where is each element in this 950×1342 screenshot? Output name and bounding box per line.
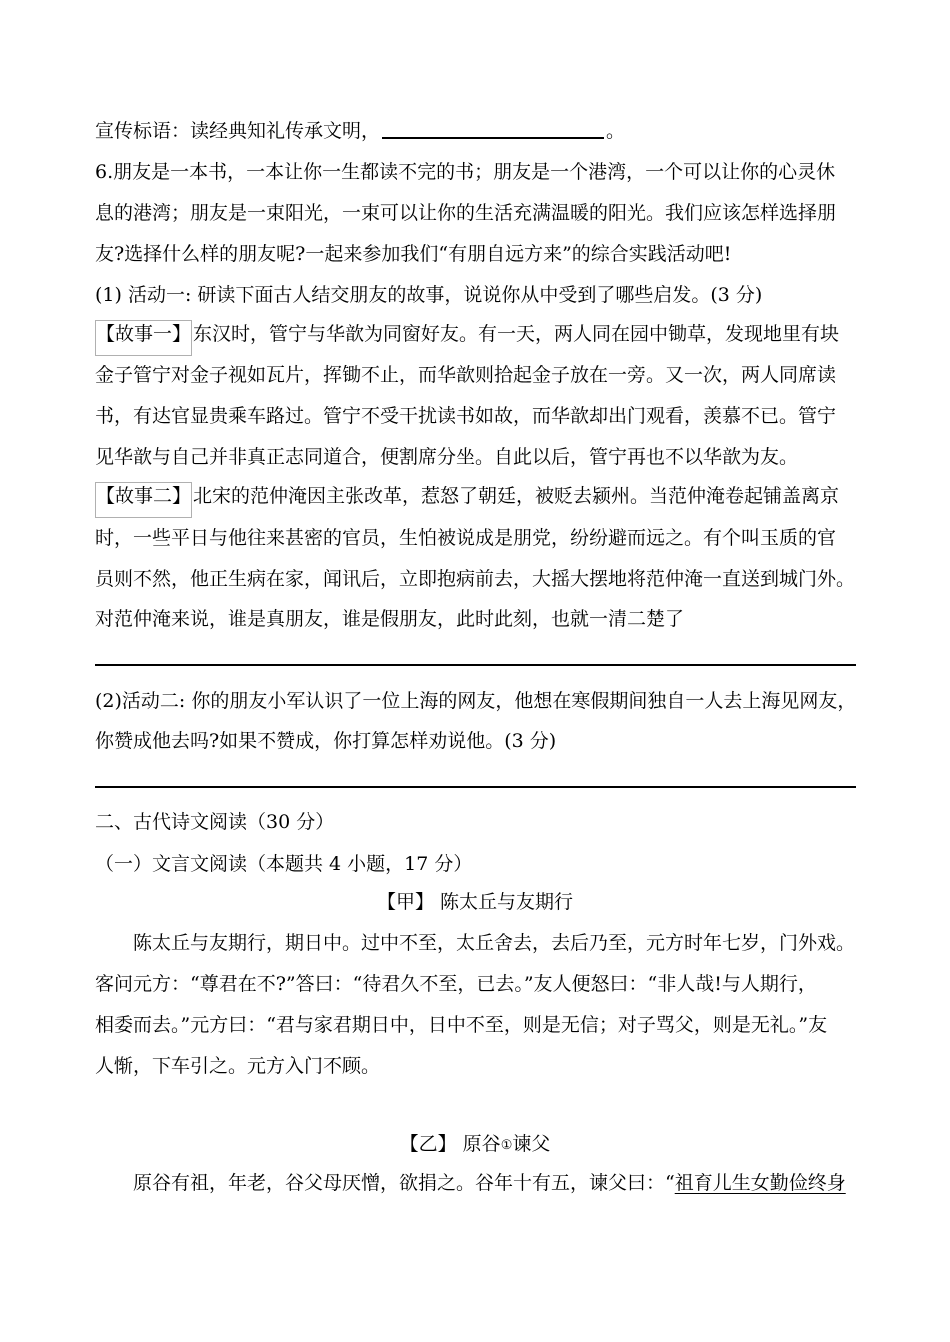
q6-intro-line-1: 6.朋友是一本书，一本让你一生都读不完的书；朋友是一个港湾，一个可以让你的心灵休: [95, 161, 836, 183]
textA-line: 相委而去。”元方曰：“君与家君期日中，日中不至，则是无信；对子骂父，则是无礼。”友: [95, 1014, 828, 1036]
activity2-answer-line[interactable]: [95, 786, 856, 788]
story1-first-line: [95, 320, 855, 356]
textB-line1-prefix: 原谷有祖，年老，谷父母厌憎，欲捐之。谷年十有五，谏父曰：“: [133, 1172, 675, 1194]
footnote-marker: ①: [500, 1138, 513, 1153]
q6-intro-line-3: 友?选择什么样的朋友呢?一起来参加我们“有朋自远方来”的综合实践活动吧!: [95, 243, 732, 265]
q6-intro-line-2: 息的港湾；朋友是一束阳光，一束可以让你的生活充满温暖的阳光。我们应该怎样选择朋: [95, 202, 837, 224]
textB-line-1: [133, 1170, 855, 1196]
slogan-line: [95, 118, 855, 144]
activity1-answer-line[interactable]: [95, 664, 856, 666]
textA-line: 客问元方：“尊君在不?”答曰：“待君久不至，已去。”友人便怒曰：“非人哉!与人期行，: [95, 973, 817, 995]
story1-line: 见华歆与自己并非真正志同道合，便割席分坐。自此以后，管宁再也不以华歆为友。: [95, 446, 799, 468]
slogan-suffix: 。: [606, 120, 626, 142]
story1-line: 书，有达官显贵乘车路过。管宁不受干扰读书如故，而华歆却出门观看，羡慕不已。管宁: [95, 405, 837, 427]
textB-underlined-phrase: 祖育儿生女勤俭终身: [674, 1172, 846, 1194]
story2-line: 时，一些平日与他往来甚密的官员，生怕被说成是朋党，纷纷避而远之。有个叫玉质的官: [95, 527, 837, 549]
story2-first-line: [95, 482, 855, 518]
story2-line: 员则不然，他正生病在家，闻讯后，立即抱病前去，大摇大摆地将范仲淹一直送到城门外。: [95, 568, 856, 590]
textA-title: 【甲】 陈太丘与友期行: [376, 891, 574, 913]
story2-line: 对范仲淹来说，谁是真朋友，谁是假朋友，此时此刻，也就一清二楚了: [95, 608, 685, 630]
story1-first-text: 东汉时，管宁与华歆为同窗好友。有一天，两人同在园中锄草，发现地里有块: [193, 323, 840, 345]
textB-title-prefix: 【乙】 原谷: [399, 1133, 501, 1155]
section2-subheading: （一）文言文阅读（本题共 4 小题，17 分）: [95, 853, 473, 875]
textB-title: [95, 1131, 855, 1159]
story2-tag: 【故事二】: [95, 482, 192, 518]
activity2-line-2: 你赞成他去吗?如果不赞成，你打算怎样劝说他。(3 分): [95, 730, 557, 752]
activity1-prompt: (1) 活动一: 研读下面古人结交朋友的故事，说说你从中受到了哪些启发。(3 分): [95, 284, 763, 306]
textA-line: 陈太丘与友期行，期日中。过中不至，太丘舍去，去后乃至，元方时年七岁，门外戏。: [133, 932, 856, 954]
slogan-prefix: 宣传标语：读经典知礼传承文明，: [95, 120, 381, 142]
story2-first-text: 北宋的范仲淹因主张改革，惹怒了朝廷，被贬去颍州。当范仲淹卷起铺盖离京: [193, 485, 840, 507]
textA-line: 人惭，下车引之。元方入门不顾。: [95, 1055, 381, 1077]
slogan-answer-blank[interactable]: [382, 137, 604, 139]
story1-tag: 【故事一】: [95, 320, 192, 356]
section2-heading: 二、古代诗文阅读（30 分）: [95, 811, 335, 833]
textB-title-suffix: 谏父: [512, 1133, 551, 1155]
activity2-line-1: (2)活动二: 你的朋友小军认识了一位上海的网友，他想在寒假期间独自一人去上海见网友，: [95, 690, 857, 712]
story1-line: 金子管宁对金子视如瓦片，挥锄不止，而华歆则拾起金子放在一旁。又一次，两人同席读: [95, 364, 837, 386]
